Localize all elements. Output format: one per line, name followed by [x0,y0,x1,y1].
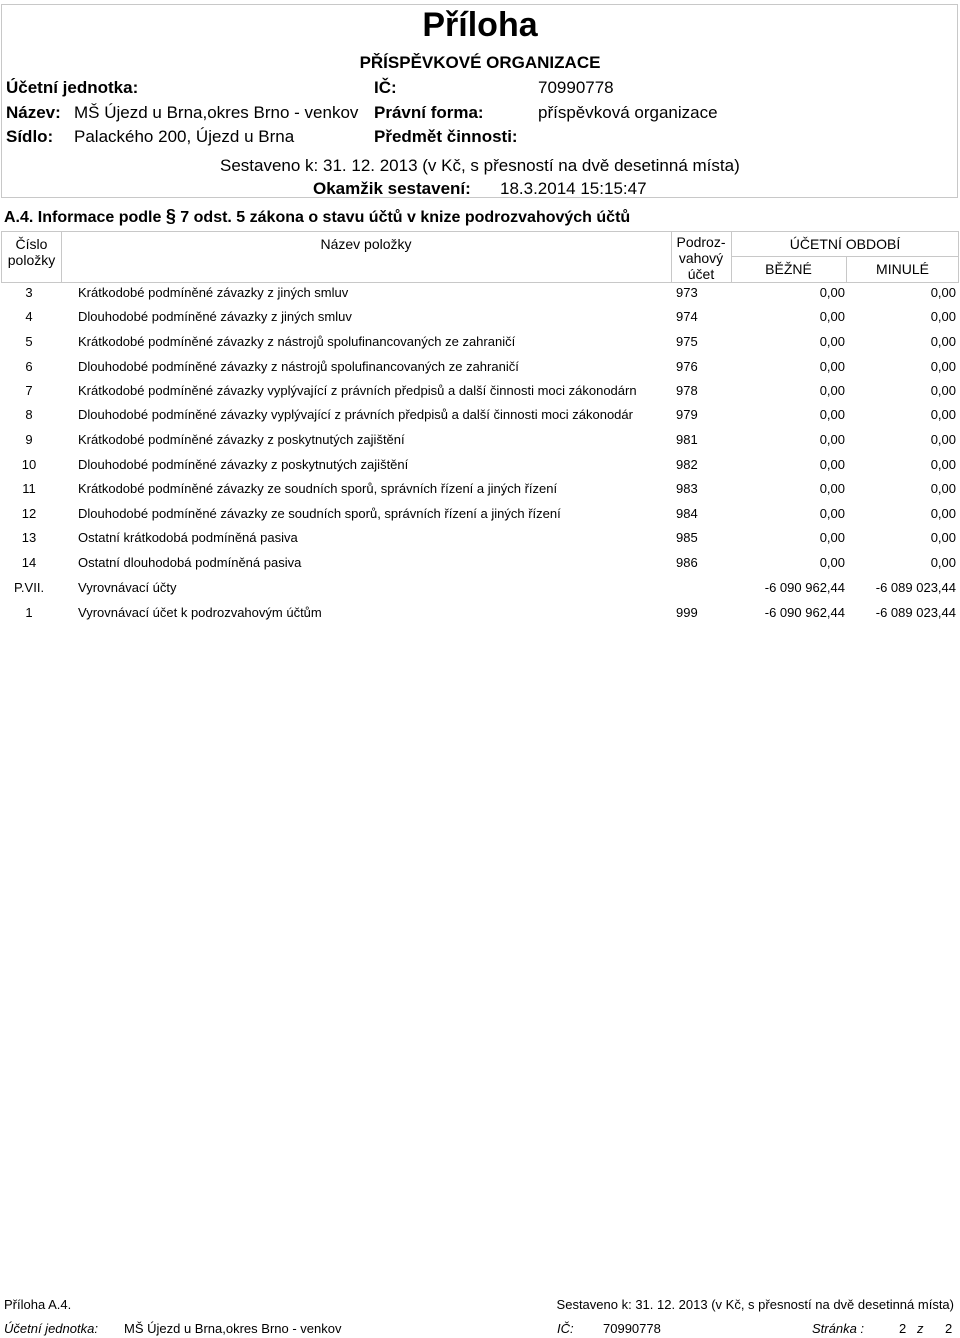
moment-value: 18.3.2014 15:15:47 [500,179,647,198]
row-number: 10 [21,457,37,472]
row-name: Krátkodobé podmíněné závazky z poskytnutých zajištění [78,432,405,447]
row-name: Krátkodobé podmíněné závazky ze soudních sporů, správních řízení a jiných řízení [78,481,558,496]
unit-label: Účetní jednotka: [6,78,139,97]
footer-unit-value: MŠ Újezd u Brna,okres Brno - venkov [124,1321,342,1336]
row-account: 981 [676,432,698,447]
col-account-line-2: vahový [678,250,724,266]
section-prefix: A.4. Informace podle [4,209,162,226]
row-number: P.VII. [13,580,45,595]
row-name: Krátkodobé podmíněné závazky z jiných smluv [78,285,349,300]
table-row [0,428,960,452]
row-previous: 0,00 [930,432,956,447]
table-row [0,526,960,550]
col-header-account [671,234,731,282]
row-name: Dlouhodobé podmíněné závazky z poskytnutých zajištění [78,457,409,472]
row-account: 984 [676,506,698,521]
seat-value: Palackého 200, Újezd u Brna [74,127,295,146]
compiled-info: Sestaveno k: 31. 12. 2013 (v Kč, s přesností na dvě desetinná místa) [220,156,740,175]
col-account-line-1: Podroz- [676,234,726,250]
footer-doc-label: Příloha A.4. [4,1297,72,1312]
row-previous: 0,00 [930,555,956,570]
row-current: 0,00 [819,359,845,374]
row-number: 13 [21,530,37,545]
col-header-previous: MINULÉ [876,261,929,277]
table-row [0,403,960,427]
row-previous: 0,00 [930,530,956,545]
row-current: 0,00 [819,383,845,398]
col-header-current: BĚŽNÉ [765,261,812,277]
col-header-name: Název položky [320,236,412,252]
page-title: Příloha [422,6,538,44]
row-number: 1 [25,605,33,620]
row-number: 4 [25,309,33,324]
row-previous: 0,00 [930,457,956,472]
footer-page-number: 2 [899,1321,907,1336]
row-name: Dlouhodobé podmíněné závazky z nástrojů spolufinancovaných ze zahraničí [78,359,519,374]
row-account: 974 [676,309,698,324]
seat-label: Sídlo: [6,127,54,146]
row-account: 973 [676,285,698,300]
row-number: 6 [25,359,33,374]
row-current: 0,00 [819,555,845,570]
section-heading [4,206,630,227]
row-current: 0,00 [819,481,845,496]
table-row [0,477,960,501]
row-account: 979 [676,407,698,422]
row-current: 0,00 [819,506,845,521]
row-number: 9 [25,432,33,447]
row-previous: 0,00 [930,359,956,374]
footer-unit-label: Účetní jednotka: [4,1321,98,1336]
table-row [0,379,960,403]
activity-label: Předmět činnosti: [374,127,518,146]
col-header-number [2,236,61,268]
row-number: 12 [21,506,37,521]
table-row [0,355,960,379]
row-current: -6 090 962,44 [764,580,845,595]
row-current: 0,00 [819,432,845,447]
ic-label: IČ: [374,78,397,97]
row-account: 983 [676,481,698,496]
ic-value: 70990778 [538,78,614,97]
name-label: Název: [6,103,61,122]
col-account-line-3: účet [687,266,715,282]
table-row [0,453,960,477]
row-current: 0,00 [819,309,845,324]
row-previous: -6 089 023,44 [875,580,956,595]
table-row [0,576,960,600]
row-name: Vyrovnávací účet k podrozvahovým účtům [78,605,322,620]
page-subtitle: PŘÍSPĚVKOVÉ ORGANIZACE [359,53,601,72]
paragraph-sign: § [165,206,176,226]
row-account: 975 [676,334,698,349]
legal-form-label: Právní forma: [374,103,484,122]
row-account: 976 [676,359,698,374]
row-account: 978 [676,383,698,398]
table-row [0,281,960,305]
footer-page-label: Stránka : [812,1321,865,1336]
col-header-period: ÚČETNÍ OBDOBÍ [789,236,901,252]
row-number: 3 [25,285,33,300]
row-current: 0,00 [819,530,845,545]
row-name: Dlouhodobé podmíněné závazky ze soudních sporů, správních řízení a jiných řízení [78,506,561,521]
row-previous: 0,00 [930,285,956,300]
row-number: 8 [25,407,33,422]
row-previous: -6 089 023,44 [875,605,956,620]
row-account: 986 [676,555,698,570]
footer-ic-label: IČ: [557,1321,574,1336]
row-account: 985 [676,530,698,545]
table-header [1,231,959,283]
row-current: 0,00 [819,285,845,300]
name-value: MŠ Újezd u Brna,okres Brno - venkov [74,103,359,122]
row-name: Krátkodobé podmíněné závazky vyplývající z právních předpisů a další činnosti moci zákonodárn [78,383,637,398]
footer-page-total: 2 [945,1321,953,1336]
footer-compiled: Sestaveno k: 31. 12. 2013 (v Kč, s přesností na dvě desetinná místa) [556,1297,954,1312]
row-previous: 0,00 [930,334,956,349]
row-current: 0,00 [819,457,845,472]
row-previous: 0,00 [930,309,956,324]
row-name: Krátkodobé podmíněné závazky z nástrojů spolufinancovaných ze zahraničí [78,334,516,349]
row-number: 14 [21,555,37,570]
row-current: 0,00 [819,407,845,422]
row-number: 11 [22,481,36,496]
col-number-label: Číslo položky [7,236,56,268]
table-row [0,305,960,329]
row-current: 0,00 [819,334,845,349]
row-number: 5 [25,334,33,349]
row-previous: 0,00 [930,407,956,422]
footer-ic-value: 70990778 [603,1321,661,1336]
row-name: Dlouhodobé podmíněné závazky vyplývající z právních předpisů a další činnosti moci zákonodár [78,407,633,422]
row-current: -6 090 962,44 [764,605,845,620]
table-row [0,551,960,575]
footer-page-of: z [917,1321,924,1336]
row-name: Ostatní krátkodobá podmíněná pasiva [78,530,298,545]
table-row [0,601,960,625]
row-number: 7 [25,383,33,398]
section-rest: 7 odst. 5 zákona o stavu účtů v knize podrozvahových účtů [180,209,631,226]
table-row [0,330,960,354]
row-name: Ostatní dlouhodobá podmíněná pasiva [78,555,302,570]
header-divider [731,256,959,257]
row-account: 999 [676,605,698,620]
row-previous: 0,00 [930,383,956,398]
legal-form-value: příspěvková organizace [538,103,718,122]
row-account: 982 [676,457,698,472]
row-name: Dlouhodobé podmíněné závazky z jiných smluv [78,309,352,324]
row-name: Vyrovnávací účty [78,580,177,595]
row-previous: 0,00 [930,481,956,496]
moment-label: Okamžik sestavení: [313,179,471,198]
table-row [0,502,960,526]
row-previous: 0,00 [930,506,956,521]
